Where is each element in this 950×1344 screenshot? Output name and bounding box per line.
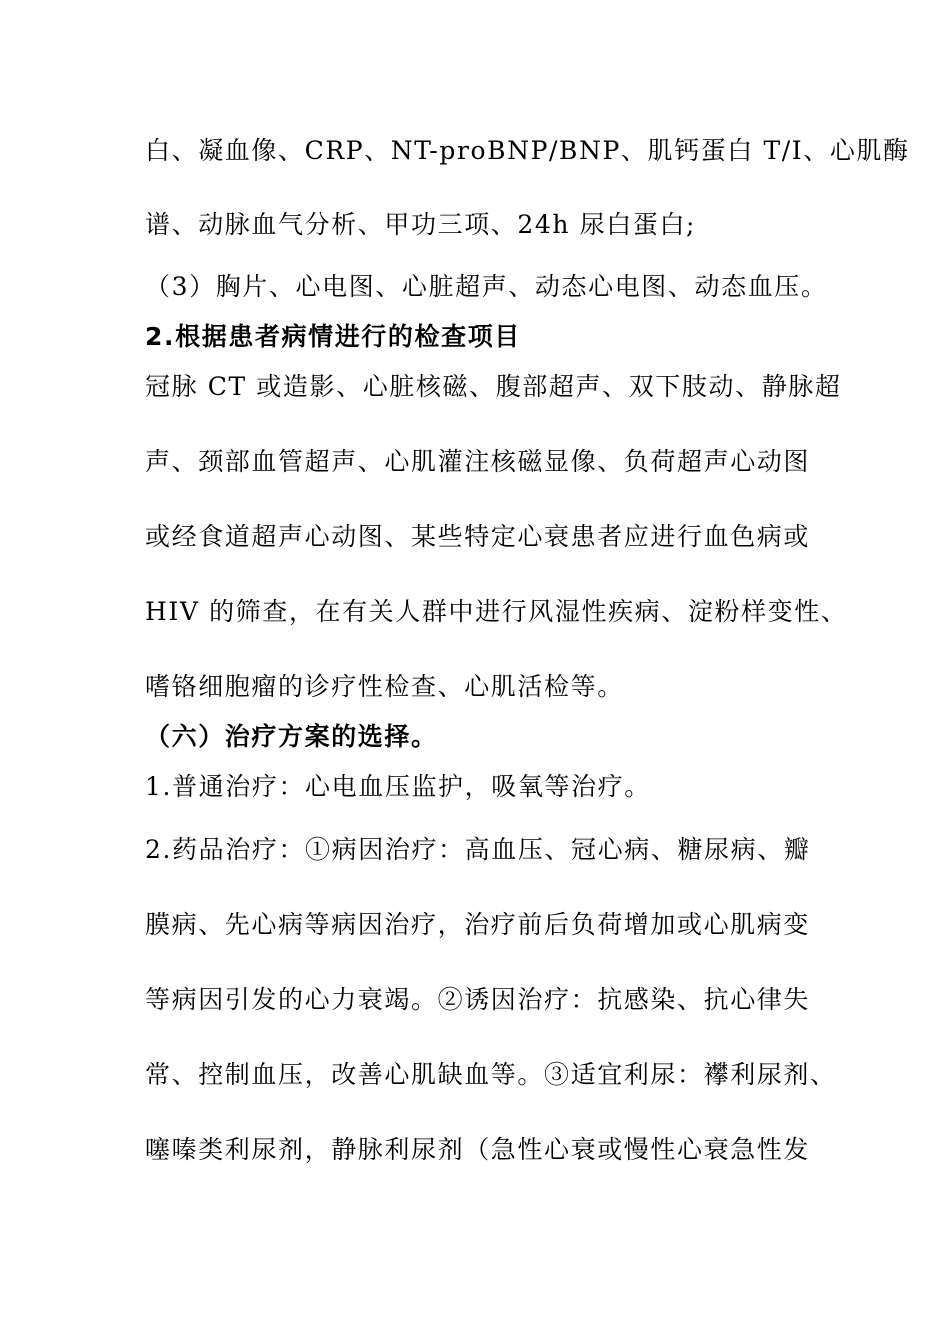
text-line-2: 谱、动脉血气分析、甲功三项、24h 尿白蛋白; bbox=[145, 210, 697, 239]
text-line-14: 等病因引发的心力衰竭。②诱因治疗：抗感染、抗心律失 bbox=[145, 985, 811, 1014]
text-line-1: 白、凝血像、CRP、NT-proBNP/BNP、肌钙蛋白 T/I、心肌酶 bbox=[145, 136, 910, 165]
section-heading-treatment: （六）治疗方案的选择。 bbox=[145, 722, 438, 751]
text-line-13: 膜病、先心病等病因治疗，治疗前后负荷增加或心肌病变 bbox=[145, 910, 811, 939]
text-line-3: （3）胸片、心电图、心脏超声、动态心电图、动态血压。 bbox=[145, 272, 828, 301]
text-line-5: 冠脉 CT 或造影、心脏核磁、腹部超声、双下肢动、静脉超 bbox=[145, 372, 842, 401]
section-heading-exam-items: 2.根据患者病情进行的检查项目 bbox=[145, 322, 521, 351]
text-line-15: 常、控制血压，改善心肌缺血等。③适宜利尿：襻利尿剂、 bbox=[145, 1060, 837, 1089]
text-line-6: 声、颈部血管超声、心肌灌注核磁显像、负荷超声心动图 bbox=[145, 447, 811, 476]
text-line-12: 2.药品治疗：①病因治疗：高血压、冠心病、糖尿病、瓣 bbox=[145, 835, 811, 864]
text-line-9: 嗜铬细胞瘤的诊疗性检查、心肌活检等。 bbox=[145, 672, 624, 701]
text-line-7: 或经食道超声心动图、某些特定心衰患者应进行血色病或 bbox=[145, 522, 811, 551]
text-line-16: 噻嗪类利尿剂，静脉利尿剂（急性心衰或慢性心衰急性发 bbox=[145, 1135, 811, 1164]
text-line-11: 1.普通治疗：心电血压监护，吸氧等治疗。 bbox=[145, 772, 651, 801]
text-line-8: HIV 的筛查，在有关人群中进行风湿性疾病、淀粉样变性、 bbox=[145, 597, 848, 626]
